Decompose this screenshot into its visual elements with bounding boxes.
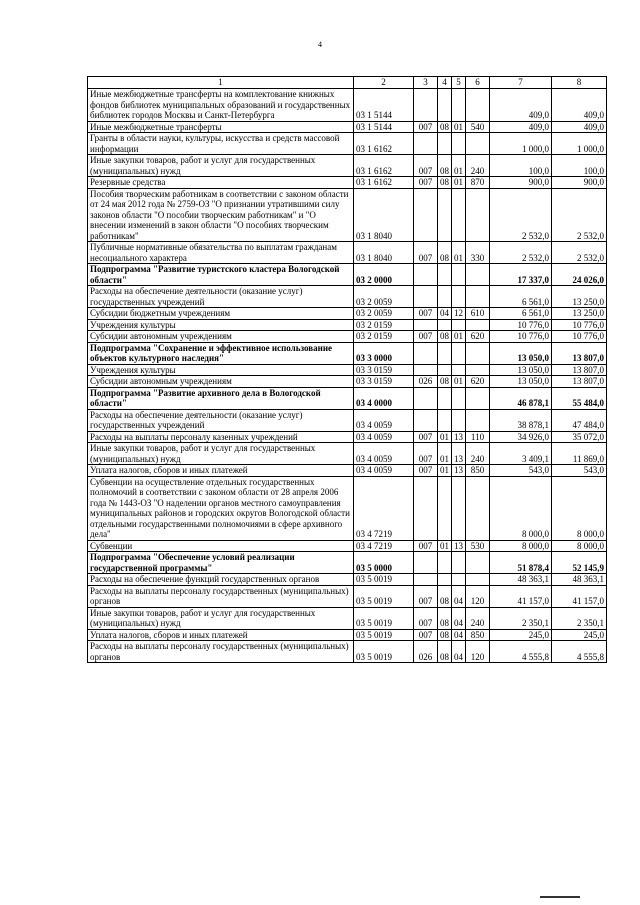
table-row (88, 364, 607, 376)
row-subsection-cell (452, 133, 466, 155)
table-row (88, 376, 607, 388)
row-name-cell: Расходы на обеспечение деятельности (оказание услуг) государственных учреждений (88, 409, 354, 431)
row-value-2015-cell: 41 157,0 (552, 585, 607, 607)
table-row (88, 476, 607, 540)
header-col-1: 1 (88, 77, 354, 89)
row-name-cell: Субвенции (88, 540, 354, 552)
table-row (88, 89, 607, 122)
row-code-cell: 03 4 7219 (354, 476, 414, 540)
row-ministry-cell: 007 (414, 155, 438, 177)
row-value-2014-cell: 13 050,0 (490, 342, 552, 364)
row-section-cell (438, 409, 452, 431)
row-subsection-cell (452, 387, 466, 409)
row-value-2015-cell: 4 555,8 (552, 641, 607, 663)
row-type-cell (466, 342, 490, 364)
row-subsection-cell: 12 (452, 308, 466, 320)
row-value-2014-cell: 41 157,0 (490, 585, 552, 607)
row-value-2014-cell: 409,0 (490, 89, 552, 122)
row-ministry-cell: 007 (414, 465, 438, 477)
row-ministry-cell: 007 (414, 242, 438, 264)
header-col-7: 7 (490, 77, 552, 89)
row-code-cell: 03 1 5144 (354, 89, 414, 122)
row-value-2015-cell: 100,0 (552, 155, 607, 177)
row-ministry-cell: 007 (414, 585, 438, 607)
row-value-2015-cell: 11 869,0 (552, 443, 607, 465)
row-section-cell: 08 (438, 177, 452, 189)
header-col-8: 8 (552, 77, 607, 89)
row-code-cell: 03 4 0000 (354, 387, 414, 409)
row-subsection-cell (452, 574, 466, 586)
row-code-cell: 03 3 0159 (354, 364, 414, 376)
row-subsection-cell: 01 (452, 177, 466, 189)
row-type-cell (466, 409, 490, 431)
row-ministry-cell: 007 (414, 443, 438, 465)
row-value-2015-cell: 245,0 (552, 629, 607, 641)
row-ministry-cell (414, 133, 438, 155)
table-row (88, 342, 607, 364)
row-code-cell: 03 1 8040 (354, 188, 414, 242)
row-code-cell: 03 2 0059 (354, 308, 414, 320)
row-type-cell: 330 (466, 242, 490, 264)
row-subsection-cell: 13 (452, 443, 466, 465)
row-ministry-cell: 007 (414, 121, 438, 133)
table-row (88, 409, 607, 431)
row-value-2015-cell: 13 807,0 (552, 364, 607, 376)
row-value-2015-cell: 8 000,0 (552, 540, 607, 552)
row-subsection-cell: 13 (452, 540, 466, 552)
row-type-cell: 530 (466, 540, 490, 552)
table-row (88, 319, 607, 331)
row-value-2015-cell: 2 532,0 (552, 242, 607, 264)
row-name-cell: Уплата налогов, сборов и иных платежей (88, 465, 354, 477)
header-col-4: 4 (438, 77, 452, 89)
row-value-2015-cell: 8 000,0 (552, 476, 607, 540)
table-row (88, 177, 607, 189)
table-body (88, 89, 607, 663)
row-ministry-cell (414, 342, 438, 364)
row-value-2015-cell: 13 250,0 (552, 286, 607, 308)
row-subsection-cell: 13 (452, 465, 466, 477)
row-value-2014-cell: 8 000,0 (490, 476, 552, 540)
row-name-cell: Расходы на выплаты персоналу государственных (муниципальных) органов (88, 585, 354, 607)
row-section-cell (438, 552, 452, 574)
row-type-cell: 850 (466, 465, 490, 477)
row-value-2015-cell: 13 807,0 (552, 376, 607, 388)
row-value-2014-cell: 3 409,1 (490, 443, 552, 465)
page-number: 4 (318, 40, 322, 49)
row-value-2014-cell: 13 050,0 (490, 376, 552, 388)
row-value-2015-cell: 900,0 (552, 177, 607, 189)
row-type-cell (466, 552, 490, 574)
row-section-cell: 08 (438, 629, 452, 641)
row-subsection-cell: 04 (452, 607, 466, 629)
row-name-cell: Расходы на выплаты персоналу казенных учреждений (88, 431, 354, 443)
row-ministry-cell (414, 574, 438, 586)
row-type-cell (466, 387, 490, 409)
row-section-cell: 01 (438, 443, 452, 465)
table-row (88, 133, 607, 155)
row-subsection-cell (452, 319, 466, 331)
row-section-cell: 08 (438, 641, 452, 663)
row-name-cell: Иные межбюджетные трансферты (88, 121, 354, 133)
row-code-cell: 03 3 0159 (354, 376, 414, 388)
row-ministry-cell (414, 188, 438, 242)
row-code-cell: 03 5 0019 (354, 574, 414, 586)
row-value-2014-cell: 38 878,1 (490, 409, 552, 431)
row-value-2014-cell: 900,0 (490, 177, 552, 189)
row-section-cell: 04 (438, 308, 452, 320)
row-value-2015-cell: 52 145,9 (552, 552, 607, 574)
row-code-cell: 03 5 0019 (354, 629, 414, 641)
row-subsection-cell: 04 (452, 641, 466, 663)
row-value-2014-cell: 17 337,0 (490, 264, 552, 286)
row-type-cell (466, 286, 490, 308)
row-value-2014-cell: 6 561,0 (490, 308, 552, 320)
row-name-cell: Иные закупки товаров, работ и услуг для государственных (муниципальных) нужд (88, 607, 354, 629)
table-row (88, 574, 607, 586)
row-value-2014-cell: 8 000,0 (490, 540, 552, 552)
table-row (88, 552, 607, 574)
row-name-cell: Иные закупки товаров, работ и услуг для государственных (муниципальных) нужд (88, 443, 354, 465)
table-row (88, 331, 607, 343)
row-value-2015-cell: 1 000,0 (552, 133, 607, 155)
row-type-cell: 610 (466, 308, 490, 320)
row-name-cell: Гранты в области науки, культуры, искусства и средств массовой информации (88, 133, 354, 155)
row-subsection-cell (452, 89, 466, 122)
row-name-cell: Подпрограмма "Развитие архивного дела в Вологодской области" (88, 387, 354, 409)
header-col-2: 2 (354, 77, 414, 89)
row-section-cell (438, 476, 452, 540)
row-type-cell: 110 (466, 431, 490, 443)
row-subsection-cell: 01 (452, 376, 466, 388)
row-subsection-cell: 01 (452, 331, 466, 343)
row-name-cell: Учреждения культуры (88, 319, 354, 331)
row-type-cell (466, 574, 490, 586)
row-value-2014-cell: 100,0 (490, 155, 552, 177)
row-code-cell: 03 5 0019 (354, 585, 414, 607)
header-col-6: 6 (466, 77, 490, 89)
row-value-2014-cell: 10 776,0 (490, 331, 552, 343)
row-type-cell: 850 (466, 629, 490, 641)
row-name-cell: Учреждения культуры (88, 364, 354, 376)
table-row (88, 242, 607, 264)
row-ministry-cell: 007 (414, 540, 438, 552)
row-subsection-cell (452, 476, 466, 540)
row-subsection-cell: 01 (452, 121, 466, 133)
row-value-2014-cell: 4 555,8 (490, 641, 552, 663)
row-subsection-cell (452, 264, 466, 286)
row-ministry-cell (414, 387, 438, 409)
row-subsection-cell: 04 (452, 629, 466, 641)
row-value-2015-cell: 13 807,0 (552, 342, 607, 364)
row-value-2015-cell: 2 350,1 (552, 607, 607, 629)
row-value-2015-cell: 24 026,0 (552, 264, 607, 286)
table-row (88, 431, 607, 443)
table-row (88, 629, 607, 641)
row-name-cell: Субсидии бюджетным учреждениям (88, 308, 354, 320)
row-code-cell: 03 4 7219 (354, 540, 414, 552)
row-value-2014-cell: 245,0 (490, 629, 552, 641)
row-ministry-cell (414, 286, 438, 308)
row-code-cell: 03 4 0059 (354, 409, 414, 431)
row-value-2015-cell: 55 484,0 (552, 387, 607, 409)
row-name-cell: Подпрограмма "Обеспечение условий реализации государственной программы" (88, 552, 354, 574)
row-ministry-cell: 007 (414, 177, 438, 189)
row-value-2014-cell: 2 532,0 (490, 188, 552, 242)
row-section-cell: 08 (438, 376, 452, 388)
budget-table (87, 76, 607, 663)
row-type-cell (466, 133, 490, 155)
row-value-2015-cell: 35 072,0 (552, 431, 607, 443)
row-section-cell (438, 342, 452, 364)
row-subsection-cell: 01 (452, 155, 466, 177)
row-value-2014-cell: 2 350,1 (490, 607, 552, 629)
table-row (88, 641, 607, 663)
row-value-2014-cell: 409,0 (490, 121, 552, 133)
row-value-2014-cell: 46 878,1 (490, 387, 552, 409)
row-value-2014-cell: 34 926,0 (490, 431, 552, 443)
table-row (88, 121, 607, 133)
row-type-cell: 240 (466, 607, 490, 629)
table-row (88, 585, 607, 607)
table-row (88, 387, 607, 409)
row-name-cell: Пособия творческим работникам в соответствии с законом области от 24 мая 2012 года № 2759-ОЗ "О признании утратившими силу законов области "О пособии творческим работникам" и "О внесении изменений в закон области "О пособиях творческим работникам" (88, 188, 354, 242)
row-name-cell: Расходы на выплаты персоналу государственных (муниципальных) органов (88, 641, 354, 663)
table-row (88, 540, 607, 552)
row-value-2015-cell: 48 363,1 (552, 574, 607, 586)
row-section-cell: 08 (438, 155, 452, 177)
row-value-2015-cell: 10 776,0 (552, 331, 607, 343)
row-code-cell: 03 1 6162 (354, 155, 414, 177)
row-subsection-cell: 13 (452, 431, 466, 443)
row-name-cell: Иные закупки товаров, работ и услуг для государственных (муниципальных) нужд (88, 155, 354, 177)
row-ministry-cell (414, 89, 438, 122)
row-code-cell: 03 4 0059 (354, 431, 414, 443)
row-value-2015-cell: 543,0 (552, 465, 607, 477)
row-type-cell: 620 (466, 376, 490, 388)
row-ministry-cell (414, 552, 438, 574)
row-type-cell (466, 264, 490, 286)
row-ministry-cell: 007 (414, 629, 438, 641)
row-section-cell: 01 (438, 465, 452, 477)
row-name-cell: Публичные нормативные обязательства по выплатам гражданам несоциального характера (88, 242, 354, 264)
row-value-2014-cell: 51 878,4 (490, 552, 552, 574)
row-name-cell: Резервные средства (88, 177, 354, 189)
header-col-5: 5 (452, 77, 466, 89)
row-section-cell (438, 264, 452, 286)
row-ministry-cell: 026 (414, 641, 438, 663)
row-value-2014-cell: 6 561,0 (490, 286, 552, 308)
row-ministry-cell (414, 364, 438, 376)
row-value-2014-cell: 543,0 (490, 465, 552, 477)
row-value-2015-cell: 409,0 (552, 121, 607, 133)
row-section-cell: 08 (438, 585, 452, 607)
row-subsection-cell (452, 286, 466, 308)
row-value-2014-cell: 2 532,0 (490, 242, 552, 264)
row-name-cell: Уплата налогов, сборов и иных платежей (88, 629, 354, 641)
row-type-cell: 120 (466, 585, 490, 607)
header-col-3: 3 (414, 77, 438, 89)
row-value-2015-cell: 13 250,0 (552, 308, 607, 320)
table-header-row (88, 77, 607, 89)
row-name-cell: Подпрограмма "Сохранение и эффективное использование объектов культурного наследия" (88, 342, 354, 364)
row-value-2014-cell: 13 050,0 (490, 364, 552, 376)
row-ministry-cell (414, 319, 438, 331)
row-name-cell: Расходы на обеспечение деятельности (оказание услуг) государственных учреждений (88, 286, 354, 308)
row-section-cell: 01 (438, 540, 452, 552)
row-code-cell: 03 1 8040 (354, 242, 414, 264)
row-ministry-cell: 026 (414, 376, 438, 388)
row-code-cell: 03 2 0159 (354, 331, 414, 343)
row-section-cell (438, 364, 452, 376)
row-value-2015-cell: 10 776,0 (552, 319, 607, 331)
row-subsection-cell (452, 409, 466, 431)
row-ministry-cell (414, 264, 438, 286)
row-section-cell: 08 (438, 607, 452, 629)
row-section-cell: 01 (438, 431, 452, 443)
table-row (88, 155, 607, 177)
row-code-cell: 03 1 6162 (354, 133, 414, 155)
row-value-2015-cell: 47 484,0 (552, 409, 607, 431)
row-code-cell: 03 2 0059 (354, 286, 414, 308)
row-code-cell: 03 5 0019 (354, 641, 414, 663)
row-code-cell: 03 4 0059 (354, 443, 414, 465)
row-section-cell: 08 (438, 331, 452, 343)
row-subsection-cell (452, 188, 466, 242)
row-type-cell (466, 364, 490, 376)
row-code-cell: 03 3 0000 (354, 342, 414, 364)
table-row (88, 607, 607, 629)
row-section-cell (438, 387, 452, 409)
row-section-cell: 08 (438, 121, 452, 133)
row-type-cell (466, 319, 490, 331)
row-value-2014-cell: 1 000,0 (490, 133, 552, 155)
row-name-cell: Расходы на обеспечение функций государственных органов (88, 574, 354, 586)
row-code-cell: 03 1 6162 (354, 177, 414, 189)
table-row (88, 188, 607, 242)
table-row (88, 443, 607, 465)
row-section-cell (438, 574, 452, 586)
table-row (88, 465, 607, 477)
row-type-cell: 120 (466, 641, 490, 663)
row-section-cell: 08 (438, 242, 452, 264)
row-ministry-cell (414, 409, 438, 431)
row-subsection-cell: 04 (452, 585, 466, 607)
row-type-cell (466, 188, 490, 242)
row-type-cell: 240 (466, 443, 490, 465)
row-ministry-cell: 007 (414, 331, 438, 343)
row-value-2014-cell: 10 776,0 (490, 319, 552, 331)
row-section-cell (438, 319, 452, 331)
row-section-cell (438, 188, 452, 242)
row-section-cell (438, 286, 452, 308)
row-subsection-cell (452, 364, 466, 376)
table-row (88, 286, 607, 308)
row-type-cell: 870 (466, 177, 490, 189)
row-code-cell: 03 2 0000 (354, 264, 414, 286)
row-value-2014-cell: 48 363,1 (490, 574, 552, 586)
row-code-cell: 03 2 0159 (354, 319, 414, 331)
row-name-cell: Подпрограмма "Развитие туристского кластера Вологодской области" (88, 264, 354, 286)
row-name-cell: Субсидии автономным учреждениям (88, 331, 354, 343)
row-code-cell: 03 1 5144 (354, 121, 414, 133)
row-ministry-cell (414, 476, 438, 540)
row-section-cell (438, 133, 452, 155)
row-type-cell: 240 (466, 155, 490, 177)
row-section-cell (438, 89, 452, 122)
row-ministry-cell: 007 (414, 431, 438, 443)
row-name-cell: Иные межбюджетные трансферты на комплектование книжных фондов библиотек муниципальных образований и государственных библиотек городов Москвы и Санкт-Петербурга (88, 89, 354, 122)
row-code-cell: 03 4 0059 (354, 465, 414, 477)
table-row (88, 264, 607, 286)
row-ministry-cell: 007 (414, 308, 438, 320)
row-subsection-cell (452, 342, 466, 364)
row-type-cell: 540 (466, 121, 490, 133)
row-value-2015-cell: 2 532,0 (552, 188, 607, 242)
row-value-2015-cell: 409,0 (552, 89, 607, 122)
table-row (88, 308, 607, 320)
row-code-cell: 03 5 0019 (354, 607, 414, 629)
row-type-cell (466, 476, 490, 540)
row-subsection-cell: 01 (452, 242, 466, 264)
row-type-cell: 620 (466, 331, 490, 343)
row-type-cell (466, 89, 490, 122)
row-name-cell: Субсидии автономным учреждениям (88, 376, 354, 388)
row-subsection-cell (452, 552, 466, 574)
row-ministry-cell: 007 (414, 607, 438, 629)
row-code-cell: 03 5 0000 (354, 552, 414, 574)
pen-mark (540, 896, 580, 898)
row-name-cell: Субвенции на осуществление отдельных государственных полномочий в соответствии с законом области от 28 апреля 2006 года № 1443-ОЗ "О наделении органов местного самоуправления муниципальных районов и городских округов Вологодской области отдельными государственными полномочиями в сфере архивного дела" (88, 476, 354, 540)
